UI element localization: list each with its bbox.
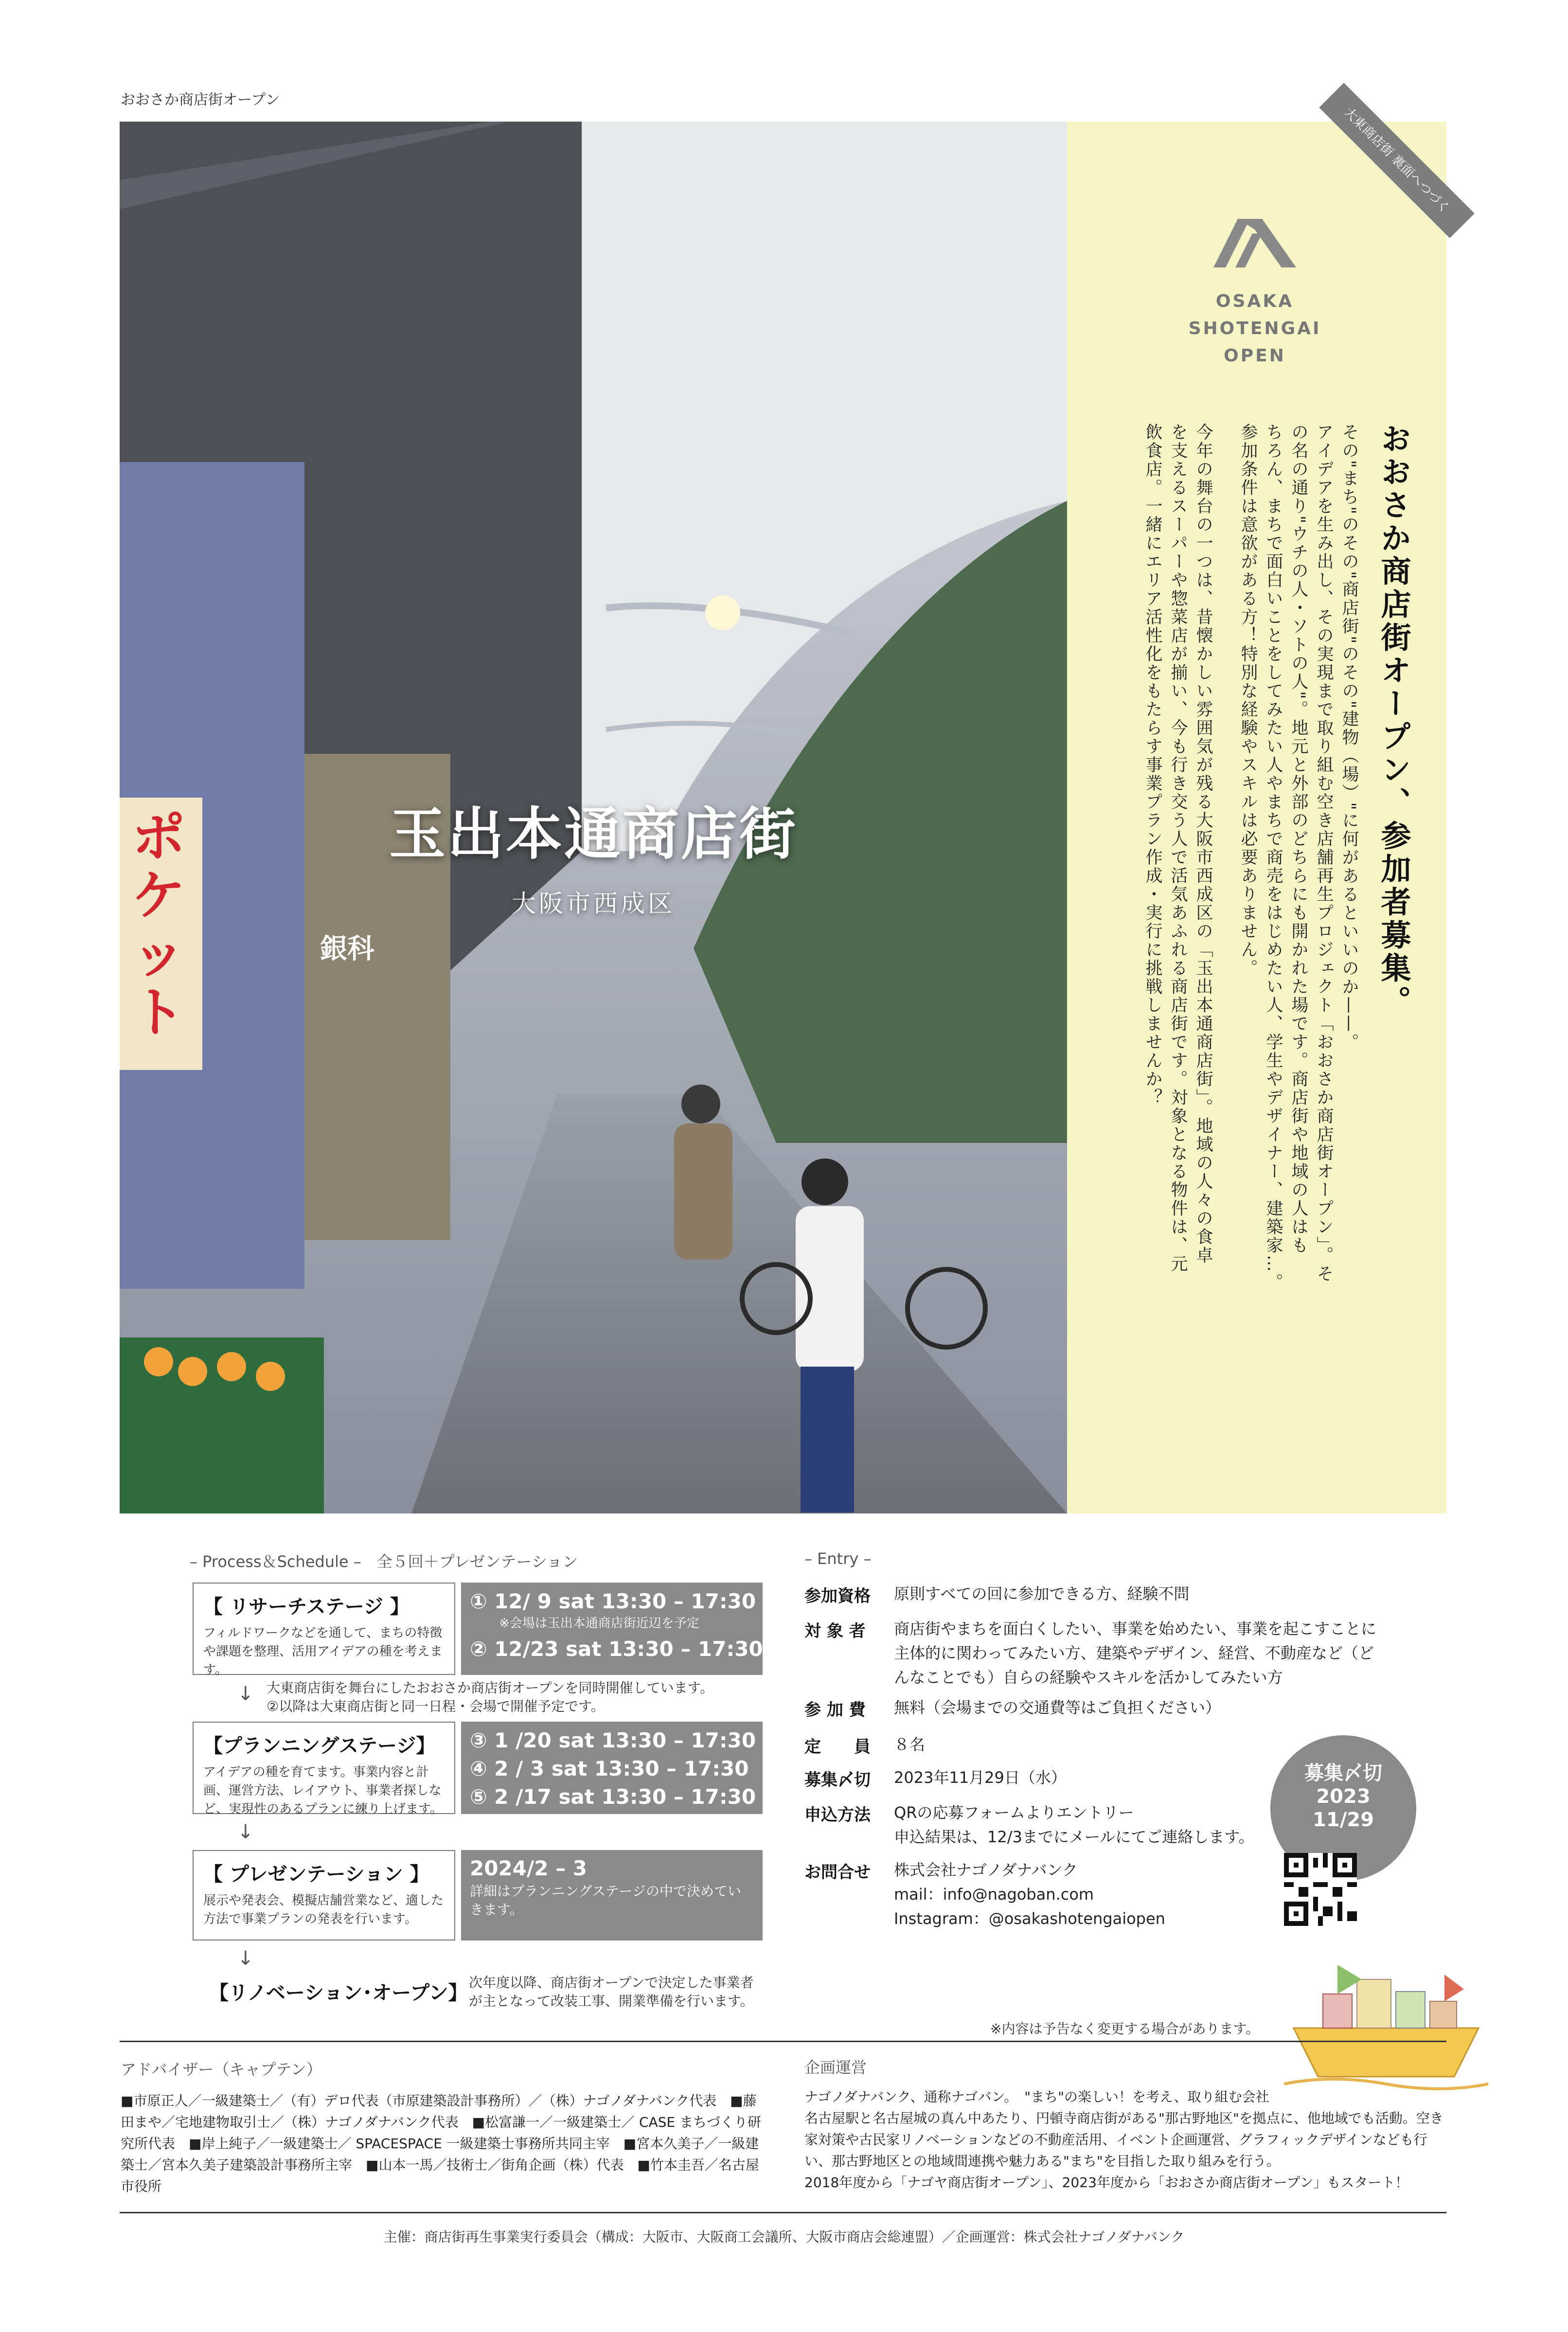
back-side-ribbon: 大東商店街 裏面へつづく [1319,83,1475,238]
sign-pocket-char: ポ [132,806,185,869]
planning-stage-title: 【プランニングステージ】 [203,1735,436,1757]
organizer-text: ナゴノダナバンク、通称ナゴバン。 "まち"の楽しい！を考え、取り組む会社 名古屋駅と名古屋城の真ん中あたり、円頓寺商店街がある"那古野地区"を拠点に、他地域でも活動。空き家対策や古民家リノベーションなどの不動産活用、イベント企画運営、グラフィックデザインなども行い、那古野地区との地域間連携や魅力ある"まち"を目指した取り組みを行う。 2018年度から「ナゴヤ商店街オープン」、2023年度から「おおさか商店街オープン」もスタート！ [804,2089,1443,2190]
research-stage-box [193,1583,455,1675]
brand-line-3: OPEN [1224,346,1286,366]
entry-header: – Entry – [804,1549,872,1568]
entry-value-apply: QRの応募フォームよりエントリー 申込結果は、12/3までにメールにてご連絡します。 [894,1803,1254,1846]
intro-text-col-5: 参加条件は意欲がある方！特別な経験やスキルは必要ありません。 [1238,423,1258,978]
date-4: ④ 2 / 3 sat 13:30 – 17:30 [470,1757,749,1780]
organizer-header: 企画運営 [804,2058,867,2077]
date-2: ② 12/23 sat 13:30 – 17:30 [470,1637,763,1661]
planning-stage-desc: アイデアの種を育てます。事業内容と計画、運営方法、レイアウト、事業者探しなど、実現性のあるプランに練り上げます。 [203,1765,443,1816]
deadline-badge-label: 募集〆切 [1304,1762,1382,1784]
entry-value-eligibility: 原則すべての回に参加できる方、経験不問 [894,1584,1190,1603]
deadline-badge-date: 11/29 [1313,1809,1374,1831]
entry-value-target: 商店街やまちを面白くしたい、事業を始めたい、事業を起こすことに主体的に関わってみたい方、建築やデザイン、経営、不動産など（どんなことでも）自らの経験やスキルを活かしてみたい方 [894,1620,1377,1687]
photo-subtitle: 大阪市西成区 [512,890,675,918]
brand-line-1: OSAKA [1215,291,1294,311]
footer-rule-top [120,2041,1446,2042]
entry-value-fee: 無料（会場までの交通費等はご負担ください） [894,1698,1221,1717]
boat-illustration [1284,1945,1488,2096]
planning-dates [461,1722,763,1814]
change-notice: ※内容は予告なく変更する場合があります。 [990,2021,1260,2037]
advisor-header: アドバイザー（キャプテン） [121,2060,322,2079]
date-5: ⑤ 2 /17 sat 13:30 – 17:30 [470,1785,756,1809]
research-stage-desc: フィルドワークなどを通して、まちの特徴や課題を整理、活用アイデアの種を考えます。 [203,1626,443,1677]
arrow-2: ↓ [237,1821,254,1843]
renovation-title: 【リノベーション･オープン】 [209,1982,468,2004]
intro-text-col-6: 今年の舞台の一つは、昔懐かしい雰囲気が残る大阪市西成区の「玉出本通商店街」。地域の人々の食卓 [1194,423,1213,1265]
renovation-desc: 次年度以降、商店街オープンで決定した事業者が主となって改装工事、開業準備を行います。 [469,1975,754,2009]
entry-qr-code[interactable] [1284,1853,1357,1926]
research-dates [461,1583,763,1675]
panel-headline: おおさか商店街オープン、参加者募集。 [1376,423,1411,1018]
venue-note: ※会場は玉出本通商店街近辺を予定 [499,1616,699,1631]
entry-label-target: 対 象 者 [804,1621,866,1641]
header-title: おおさか商店街オープン [121,91,280,108]
deadline-badge-year: 2023 [1316,1785,1371,1808]
sign-pocket-char: ッ [132,923,185,985]
entry-label-deadline: 募集〆切 [804,1770,871,1790]
photo-title: 玉出本通商店街 [389,801,798,867]
logo-mark-icon [1209,204,1301,272]
intro-text-col-8: 飲食店。一緒にエリア活性化をもたらす事業プラン作成・実行に挑戦しませんか？ [1143,423,1162,1107]
presentation-stage-title: 【 プレゼンテーション 】 [203,1863,429,1886]
entry-value-deadline: 2023年11月29日（水） [894,1768,1067,1787]
entry-label-eligibility: 参加資格 [804,1586,871,1606]
brand-logo [1182,204,1328,370]
research-stage-title: 【 リサーチステージ 】 [203,1596,410,1618]
arrow-1: ↓ [237,1683,254,1705]
intro-text-col-3: の名の通り"ウチの人・ソトの人"。地元と外部のどちらにも開かれた場です。商店街や地域の人はも [1289,423,1308,1255]
brand-line-2: SHOTENGAI [1188,319,1321,338]
arrow-3: ↓ [237,1947,254,1970]
entry-label-capacity: 定 員 [804,1737,871,1757]
sign-pocket-char: ト [132,981,185,1044]
intro-panel [1067,105,1453,1513]
advisor-text: ■市原正人／一級建築士／（有）デロ代表（市原建築設計事務所）／（株）ナゴノダナバンク代表 ■藤田まや／宅地建物取引士／（株）ナゴノダナバンク代表 ■松富謙一／一級建築士／ CASE まちづくり研究所代表 ■岸上純子／一級建築士／ SPACESPACE 一級建築士事務所共同主宰 ■宮本久美子／一級建築士／宮本久美子建築設計事務所主宰 ■山本一馬／技術士／街角企画（株）代表 ■竹本圭吾／名古屋市役所 [121,2093,761,2194]
sign-pocket-char: ケ [132,865,185,927]
entry-value-contact[interactable]: 株式会社ナゴノダナバンク mail：info@nagoban.com Instagram：@osakashotengaiopen [894,1861,1165,1928]
intro-text-col-1: その"まち"のその"商店街"のその"建物（場）"に何があるといいのか——。 [1339,423,1359,1052]
entry-label-apply: 申込方法 [804,1805,871,1825]
date-3: ③ 1 /20 sat 13:30 – 17:30 [470,1728,756,1752]
intro-text-col-7: を支えるスーパーや惣菜店が揃い、今も行き交う人で活気あふれる商店街です。対象となる物件は、元 [1168,423,1188,1273]
entry-value-capacity: ８名 [894,1735,926,1754]
presentation-stage-desc: 展示や発表会、模擬店舗営業など、適した方法で事業プランの発表を行います。 [203,1893,444,1926]
planning-stage-box [193,1722,455,1814]
sign-shop: 銀科 [320,933,374,965]
intro-text-col-2: アイデアを生み出し、その実現まで取り組む空き店舗再生プロジェクト「おおさか商店街オープン」。そ [1314,423,1334,1283]
entry-label-contact: お問合せ [804,1863,871,1882]
presentation-period: 2024/2 – 3 [470,1856,587,1880]
date-1: ① 12/ 9 sat 13:30 – 17:30 [470,1589,756,1613]
presentation-stage-box [193,1850,455,1940]
schedule-header: – Process＆Schedule – 全５回＋プレゼンテーション [190,1552,578,1571]
presentation-dates [461,1850,763,1940]
sponsor-line: 主催：商店街再生事業実行委員会（構成：大阪市、大阪商工会議所、大阪市商店会総連盟）／企画運営：株式会社ナゴノダナバンク [383,2229,1185,2245]
shotengai-photo [120,122,1067,1513]
entry-label-fee: 参 加 費 [804,1700,866,1720]
intro-text-col-4: ちろん、まちで面白いことをしてみたい人やまちで商売をはじめたい人、学生やデザイナー、建築家…。 [1264,423,1283,1292]
footer-rule-bottom [120,2212,1446,2213]
simultaneous-note: 大東商店街を舞台にしたおおさか商店街オープンを同時開催しています。 ②以降は大東商店街と同一日程・会場で開催予定です。 [267,1680,714,1714]
presentation-period-desc: 詳細はプランニングステージの中で決めていきます。 [470,1883,742,1918]
